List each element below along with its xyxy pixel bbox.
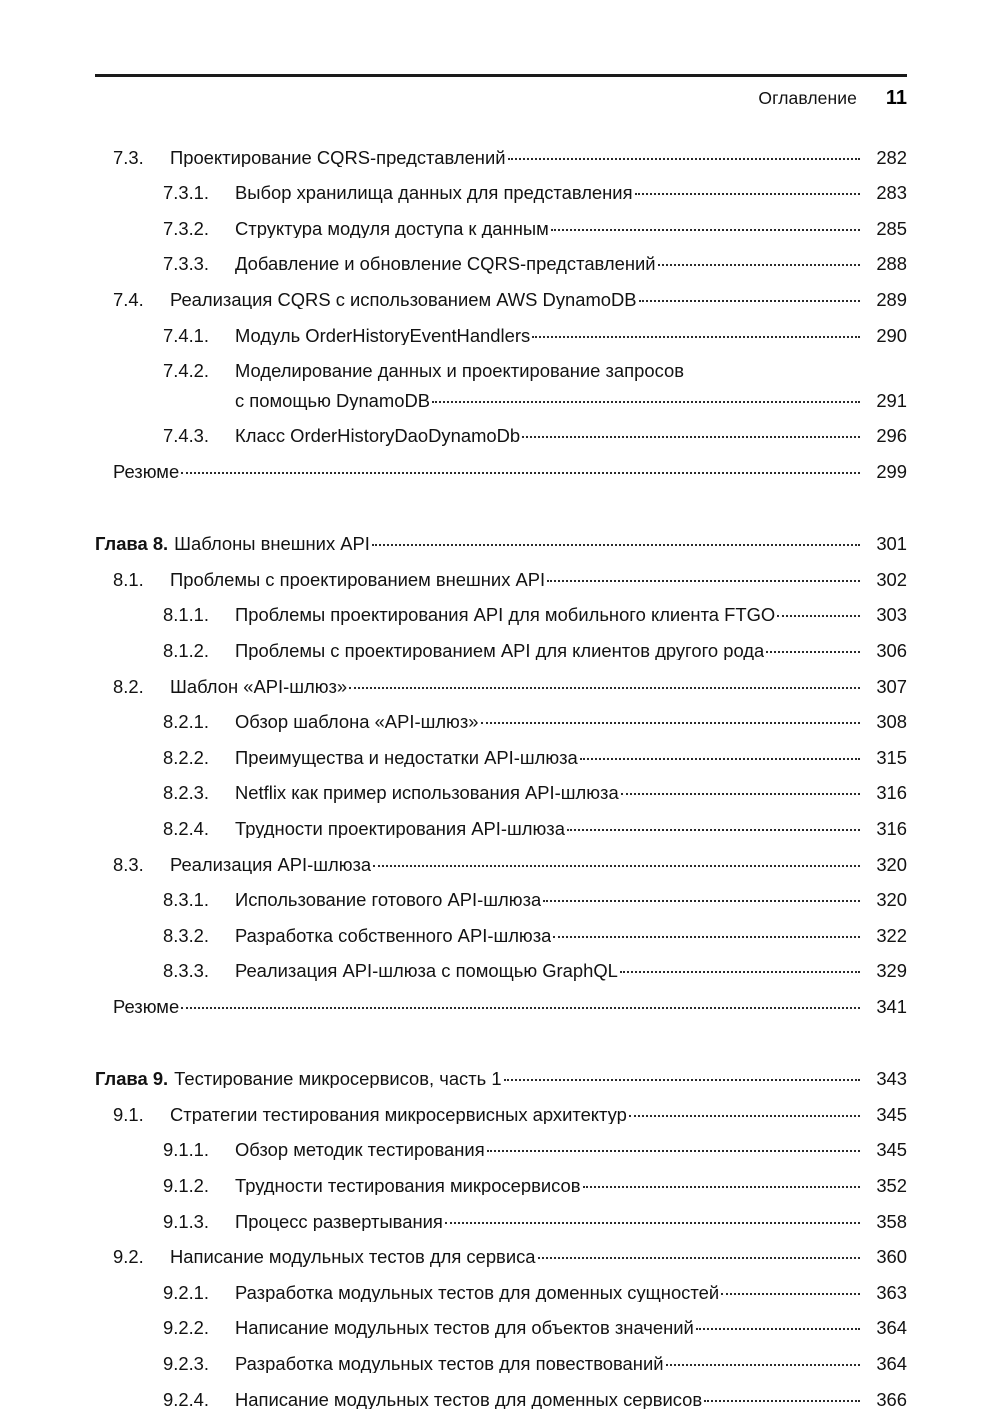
- toc-entry-title: Выбор хранилища данных для представления: [235, 184, 633, 203]
- toc-entry-page: 352: [876, 1175, 907, 1197]
- toc-entry[interactable]: [95, 847, 907, 883]
- toc-entry-title: Обзор методик тестирования: [235, 1141, 485, 1160]
- toc-entry-page: 358: [876, 1210, 907, 1232]
- toc-entry-body: [235, 427, 907, 445]
- toc-entry-body: [235, 891, 907, 909]
- toc-entry-title: Резюме: [113, 997, 180, 1017]
- running-head: [95, 74, 907, 110]
- toc-entry-body: [170, 675, 907, 697]
- toc-entry[interactable]: [95, 1061, 907, 1097]
- dot-leader: [532, 336, 860, 338]
- dot-leader: [487, 1150, 860, 1152]
- toc-entry[interactable]: [95, 562, 907, 598]
- toc-entry[interactable]: [95, 598, 907, 634]
- toc-entry-title: Шаблон «API-шлюз»: [170, 677, 348, 696]
- toc-entry-title: Резюме: [113, 462, 180, 482]
- toc-entry-title: Реализация API-шлюза: [170, 855, 372, 874]
- toc-entry-number: 7.4.1.: [163, 324, 210, 346]
- dot-leader: [553, 936, 860, 938]
- toc-entry-page: 364: [876, 1353, 907, 1375]
- toc-entry[interactable]: [95, 989, 907, 1025]
- toc-entry-page: 343: [876, 1067, 907, 1089]
- toc-entry-page: 329: [876, 960, 907, 982]
- toc-entry-title: Класс OrderHistoryDaoDynamoDb: [235, 427, 521, 446]
- toc-entry-body: [235, 1210, 907, 1232]
- toc-entry-page: 307: [876, 675, 907, 697]
- toc-entry-title: Трудности тестирования микросервисов: [235, 1177, 581, 1196]
- toc-entry-number: 8.1.2.: [163, 639, 210, 661]
- dot-leader: [620, 971, 860, 973]
- toc-entry-title: Проблемы проектирования API для мобильного клиента FTGO: [235, 606, 776, 625]
- toc-entry-number: 9.2.3.: [163, 1353, 210, 1375]
- toc-entry-number: 8.2.3.: [163, 782, 210, 804]
- toc-entry[interactable]: [95, 176, 907, 212]
- toc-entry[interactable]: [95, 1311, 907, 1347]
- dot-leader: [639, 300, 860, 302]
- toc-entry-title: Преимущества и недостатки API-шлюза: [235, 748, 578, 768]
- toc-entry-body: [235, 255, 907, 273]
- toc-entry-title: Использование готового API-шлюза: [235, 891, 542, 910]
- toc-entry[interactable]: [95, 1382, 907, 1418]
- toc-entry-body: [235, 962, 907, 980]
- toc-entry-body: [235, 184, 907, 202]
- toc-entry-page: 316: [876, 782, 907, 804]
- toc-entry[interactable]: [95, 633, 907, 669]
- toc-entry-page: 315: [876, 746, 907, 768]
- toc-entry-title: Стратегии тестирования микросервисных архитектур: [170, 1105, 627, 1125]
- toc-entry-page: 364: [876, 1317, 907, 1339]
- toc-entry[interactable]: [95, 526, 907, 562]
- toc-entry-number: 9.1.: [113, 1103, 144, 1125]
- toc-entry-title: Структура модуля доступа к данным: [235, 219, 549, 239]
- toc-entry-number: 8.3.: [113, 853, 144, 875]
- toc-entry-number: 7.4.3.: [163, 425, 210, 447]
- toc-entry[interactable]: [95, 740, 907, 776]
- toc-entry-title: Реализация API-шлюза с помощью GraphQL: [235, 962, 618, 981]
- dot-leader: [583, 1186, 860, 1188]
- dot-leader: [547, 580, 860, 582]
- toc-entry-page: 345: [876, 1103, 907, 1125]
- toc-entry-body: [95, 532, 907, 554]
- header-rule: [95, 74, 907, 77]
- dot-leader: [635, 193, 860, 195]
- toc-entry-title: Процесс развертывания: [235, 1212, 443, 1232]
- toc-entry-number: 7.3.2.: [163, 217, 210, 239]
- toc-entry[interactable]: [95, 705, 907, 741]
- toc-entry-body: [235, 217, 907, 239]
- toc-entry-number: 9.2.: [113, 1246, 144, 1268]
- dot-leader: [704, 1400, 860, 1402]
- toc-entry-number: 7.4.: [113, 288, 144, 310]
- toc-entry-body: [113, 995, 907, 1017]
- toc-entry-body: [235, 1319, 907, 1337]
- dot-leader: [522, 436, 860, 438]
- toc-entry-body: [170, 853, 907, 875]
- toc-entry-page: 282: [876, 146, 907, 168]
- toc-entry-page: 302: [876, 568, 907, 590]
- toc-entry[interactable]: [95, 883, 907, 919]
- toc-entry-page: 363: [876, 1281, 907, 1303]
- toc-entry[interactable]: [95, 1204, 907, 1240]
- toc-entry[interactable]: [95, 1275, 907, 1311]
- toc-entry-number: 7.4.2.: [163, 360, 210, 382]
- toc-entry[interactable]: [95, 318, 907, 354]
- header-title: Оглавление: [758, 88, 857, 108]
- toc-entry-page: 320: [876, 853, 907, 875]
- dot-leader: [181, 472, 860, 474]
- toc-entry-page: 316: [876, 817, 907, 839]
- toc-entry-page: 320: [876, 889, 907, 911]
- toc-entry-body: [235, 324, 907, 346]
- toc-entry-title-line2: с помощью DynamoDB: [235, 391, 431, 410]
- toc-entry-page: 303: [876, 604, 907, 626]
- toc-entry-title: Разработка собственного API-шлюза: [235, 926, 552, 946]
- toc-entry-page: 285: [876, 217, 907, 239]
- dot-leader: [696, 1328, 860, 1330]
- toc-entry[interactable]: [95, 811, 907, 847]
- toc-entry-body: [113, 460, 907, 482]
- dot-leader: [551, 229, 860, 231]
- toc-entry[interactable]: [95, 1168, 907, 1204]
- toc-entry-number: 8.3.2.: [163, 924, 210, 946]
- dot-leader: [543, 900, 860, 902]
- toc-entry-page: 296: [876, 425, 907, 447]
- toc-entry-title: Модуль OrderHistoryEventHandlers: [235, 326, 531, 345]
- toc-entry-list: [95, 140, 907, 1418]
- toc-entry-page: 360: [876, 1246, 907, 1268]
- dot-leader: [766, 651, 860, 653]
- toc-entry-page: 308: [876, 711, 907, 733]
- toc-entry[interactable]: [95, 354, 907, 419]
- toc-entry-number: 9.2.4.: [163, 1388, 210, 1410]
- toc-entry-title: Тестирование микросервисов, часть 1: [174, 1069, 502, 1089]
- toc-entry-page: 341: [876, 995, 907, 1017]
- toc-entry-title: Обзор шаблона «API-шлюз»: [235, 713, 479, 732]
- toc-entry-body: [170, 568, 907, 590]
- toc-entry[interactable]: [95, 1240, 907, 1276]
- toc-entry-title: Проблемы с проектированием внешних API: [170, 570, 546, 590]
- dot-leader: [508, 158, 860, 160]
- toc-entry-title: Шаблоны внешних API: [174, 534, 370, 554]
- toc-entry-body: [235, 1388, 907, 1410]
- header-line: [95, 87, 907, 110]
- toc-entry[interactable]: [95, 669, 907, 705]
- toc-entry-number: 8.1.1.: [163, 604, 210, 626]
- dot-leader: [504, 1079, 860, 1081]
- toc-entry-body: [235, 1355, 907, 1373]
- toc-entry[interactable]: [95, 454, 907, 490]
- toc-entry-title: Написание модульных тестов для доменных сервисов: [235, 1390, 703, 1410]
- dot-leader: [721, 1293, 860, 1295]
- toc-entry-body: [235, 713, 907, 731]
- toc-entry-number: 9.2.2.: [163, 1317, 210, 1339]
- toc-entry-number: 8.3.1.: [163, 889, 210, 911]
- toc-entry-title: Netflix как пример использования API-шлюза: [235, 784, 619, 803]
- toc-entry[interactable]: [95, 954, 907, 990]
- toc-entry-title: Написание модульных тестов для объектов значений: [235, 1319, 694, 1338]
- dot-leader: [629, 1115, 860, 1117]
- toc-entry-page: 301: [876, 532, 907, 554]
- toc-entry-body: [170, 1103, 907, 1125]
- dot-leader: [777, 615, 860, 617]
- toc-entry-title: Разработка модульных тестов для доменных сущностей: [235, 1283, 720, 1303]
- toc-entry-number: 8.3.3.: [163, 960, 210, 982]
- chapter-label: Глава 9.: [95, 1067, 169, 1089]
- toc-entry-body: [235, 924, 907, 946]
- toc-entry[interactable]: [95, 419, 907, 455]
- toc-entry-number: 9.1.1.: [163, 1139, 210, 1161]
- toc-entry-body: [235, 1177, 907, 1195]
- toc-entry-page: 345: [876, 1139, 907, 1161]
- toc-entry-number: 8.2.: [113, 675, 144, 697]
- toc-entry-body: [235, 784, 907, 802]
- toc-entry-title: Написание модульных тестов для сервиса: [170, 1248, 536, 1267]
- dot-leader: [481, 722, 860, 724]
- toc-entry-page: 306: [876, 639, 907, 661]
- dot-leader: [567, 829, 860, 831]
- toc-entry-title: Разработка модульных тестов для повествований: [235, 1355, 664, 1374]
- toc-entry-body: [235, 1281, 907, 1303]
- dot-leader: [372, 544, 860, 546]
- toc-entry-number: 9.1.3.: [163, 1210, 210, 1232]
- toc-entry-page: 291: [876, 389, 907, 411]
- toc-entry-page: 299: [876, 460, 907, 482]
- toc-entry-body: [170, 1248, 907, 1266]
- toc-entry-number: 7.3.1.: [163, 182, 210, 204]
- toc-entry-title: Проектирование CQRS-представлений: [170, 148, 506, 167]
- dot-leader: [621, 793, 860, 795]
- dot-leader: [373, 865, 860, 867]
- toc-entry-number: 8.2.1.: [163, 711, 210, 733]
- toc-entry-body: [170, 288, 907, 310]
- dot-leader: [666, 1364, 861, 1366]
- toc-entry-page: 288: [876, 253, 907, 275]
- toc-entry-body: [235, 362, 907, 410]
- toc-entry[interactable]: [95, 140, 907, 176]
- dot-leader: [432, 401, 860, 403]
- toc-entry-title-line1: Моделирование данных и проектирование запросов: [235, 360, 684, 382]
- toc-entry-body: [95, 1067, 907, 1089]
- toc-entry-number: 9.1.2.: [163, 1175, 210, 1197]
- chapter-label: Глава 8.: [95, 532, 169, 554]
- toc-entry-title: Трудности проектирования API-шлюза: [235, 819, 565, 839]
- toc-entry[interactable]: [95, 1097, 907, 1133]
- toc-entry-body: [170, 146, 907, 168]
- toc-entry-number: 7.3.: [113, 146, 144, 168]
- toc-entry[interactable]: [95, 1133, 907, 1169]
- toc-entry-page: 289: [876, 288, 907, 310]
- dot-leader: [658, 264, 860, 266]
- toc-entry-number: 9.2.1.: [163, 1281, 210, 1303]
- toc-entry-number: 8.2.2.: [163, 746, 210, 768]
- toc-entry-body: [235, 817, 907, 839]
- toc-entry-number: 8.2.4.: [163, 817, 210, 839]
- toc-entry-page: 366: [876, 1388, 907, 1410]
- toc-entry-title-line2-row: [235, 389, 907, 411]
- toc-entry-title: Добавление и обновление CQRS-представлений: [235, 255, 656, 274]
- toc-entry-number: 8.1.: [113, 568, 144, 590]
- dot-leader: [445, 1222, 860, 1224]
- toc-entry[interactable]: [95, 282, 907, 318]
- toc-entry[interactable]: [95, 1346, 907, 1382]
- toc-entry-page: 290: [876, 324, 907, 346]
- header-page-number: 11: [885, 87, 907, 109]
- toc-entry-title: Проблемы с проектированием API для клиентов другого рода: [235, 641, 765, 661]
- toc-entry-number: 7.3.3.: [163, 253, 210, 275]
- toc-entry[interactable]: [95, 247, 907, 283]
- toc-entry[interactable]: [95, 918, 907, 954]
- toc-entry-title: Реализация CQRS с использованием AWS DynamoDB: [170, 290, 637, 310]
- toc-entry-page: 322: [876, 924, 907, 946]
- dot-leader: [580, 758, 860, 760]
- toc-entry[interactable]: [95, 776, 907, 812]
- toc-entry-body: [235, 746, 907, 768]
- toc-entry-body: [235, 1141, 907, 1159]
- toc-entry-body: [235, 639, 907, 661]
- toc-entry-page: 283: [876, 182, 907, 204]
- toc-entry-body: [235, 606, 907, 624]
- dot-leader: [181, 1007, 860, 1009]
- dot-leader: [349, 687, 860, 689]
- dot-leader: [538, 1257, 860, 1259]
- toc-entry[interactable]: [95, 211, 907, 247]
